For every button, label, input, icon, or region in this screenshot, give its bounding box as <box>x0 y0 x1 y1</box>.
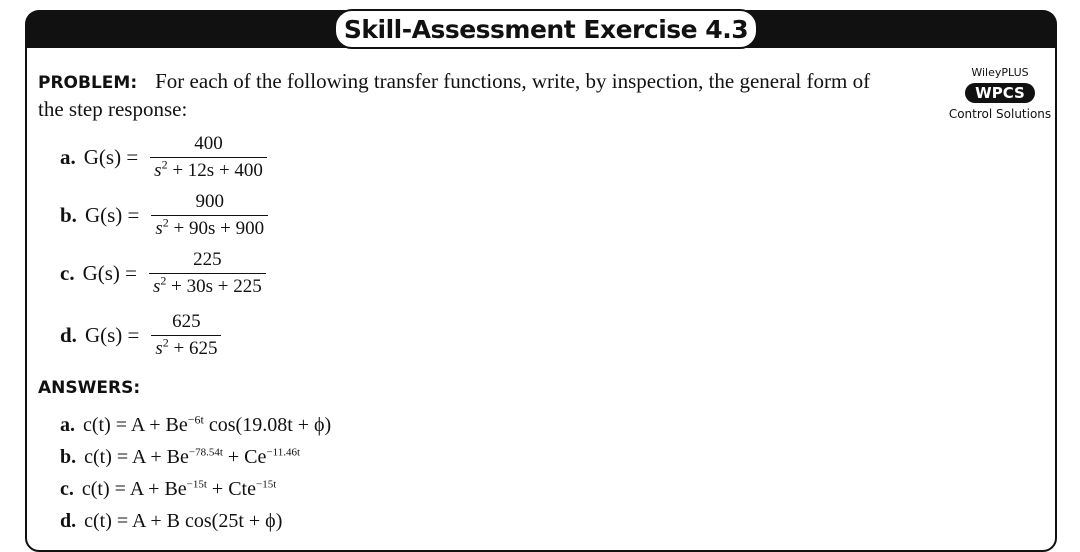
answer-text: c(t) = A + Be <box>83 414 188 436</box>
answer-text: c(t) = A + B cos(25t + ϕ) <box>84 510 283 532</box>
tf-denominator: $s^2 + 12s + 400$ <box>150 157 267 182</box>
answer-letter: c. <box>60 478 74 500</box>
wileyplus-label: WileyPLUS <box>971 66 1029 79</box>
answer-text-post: cos(19.08t + ϕ) <box>203 414 332 436</box>
tf-fraction <box>151 311 221 360</box>
tf-letter: a. <box>60 144 76 169</box>
answer-exponent: −6t <box>187 412 204 427</box>
tf-fraction <box>150 133 267 182</box>
tf-row-b <box>60 186 268 244</box>
tf-row-a <box>60 128 267 186</box>
tf-letter: b. <box>60 202 77 227</box>
exercise-title: Skill-Assessment Exercise 4.3 <box>334 9 758 49</box>
tf-lhs: G(s) = <box>83 144 139 169</box>
tf-fraction <box>149 249 266 298</box>
answer-text: c(t) = A + Be <box>81 478 187 500</box>
problem-label: PROBLEM: <box>38 73 138 93</box>
tf-numerator: 225 <box>193 248 222 270</box>
tf-denominator: $s^2 + 90s + 900$ <box>151 215 268 240</box>
tf-numerator: 625 <box>172 310 201 332</box>
tf-row-c <box>60 244 266 302</box>
answer-letter: d. <box>60 510 77 532</box>
answer-letter: a. <box>60 414 75 436</box>
tf-fraction <box>151 191 268 240</box>
answer-exponent-2: −15t <box>255 478 277 491</box>
wiley-badge[interactable] <box>940 66 1060 121</box>
answer-c <box>60 478 276 501</box>
tf-numerator: 400 <box>194 132 223 154</box>
answer-text-mid: + Ce <box>222 446 267 468</box>
answer-exponent: −15t <box>186 478 207 491</box>
answer-exponent-2: −11.46t <box>266 446 301 459</box>
answers-title: ANSWERS: <box>38 378 141 398</box>
problem-statement <box>38 68 898 122</box>
wpcs-badge: WPCS <box>965 83 1035 103</box>
tf-numerator: 900 <box>195 190 224 212</box>
tf-lhs: G(s) = <box>84 322 140 347</box>
tf-denominator: $s^2 + 625$ <box>151 335 221 360</box>
tf-letter: c. <box>60 260 75 285</box>
answer-b <box>60 446 300 469</box>
answer-exponent: −78.54t <box>188 446 223 459</box>
answer-a <box>60 414 331 437</box>
answer-letter: b. <box>60 446 77 468</box>
tf-lhs: G(s) = <box>82 260 137 285</box>
answer-d <box>60 510 282 533</box>
tf-lhs: G(s) = <box>84 202 140 227</box>
control-solutions-label: Control Solutions <box>948 107 1052 121</box>
problem-text: For each of the following transfer functions, write, by inspection, the general form of the step response: <box>38 69 871 121</box>
tf-denominator: $s^2 + 30s + 225$ <box>149 273 266 298</box>
tf-row-d <box>60 306 221 364</box>
tf-letter: d. <box>60 322 77 347</box>
answer-text-mid: + Cte <box>206 478 256 500</box>
answer-text: c(t) = A + Be <box>84 446 189 468</box>
